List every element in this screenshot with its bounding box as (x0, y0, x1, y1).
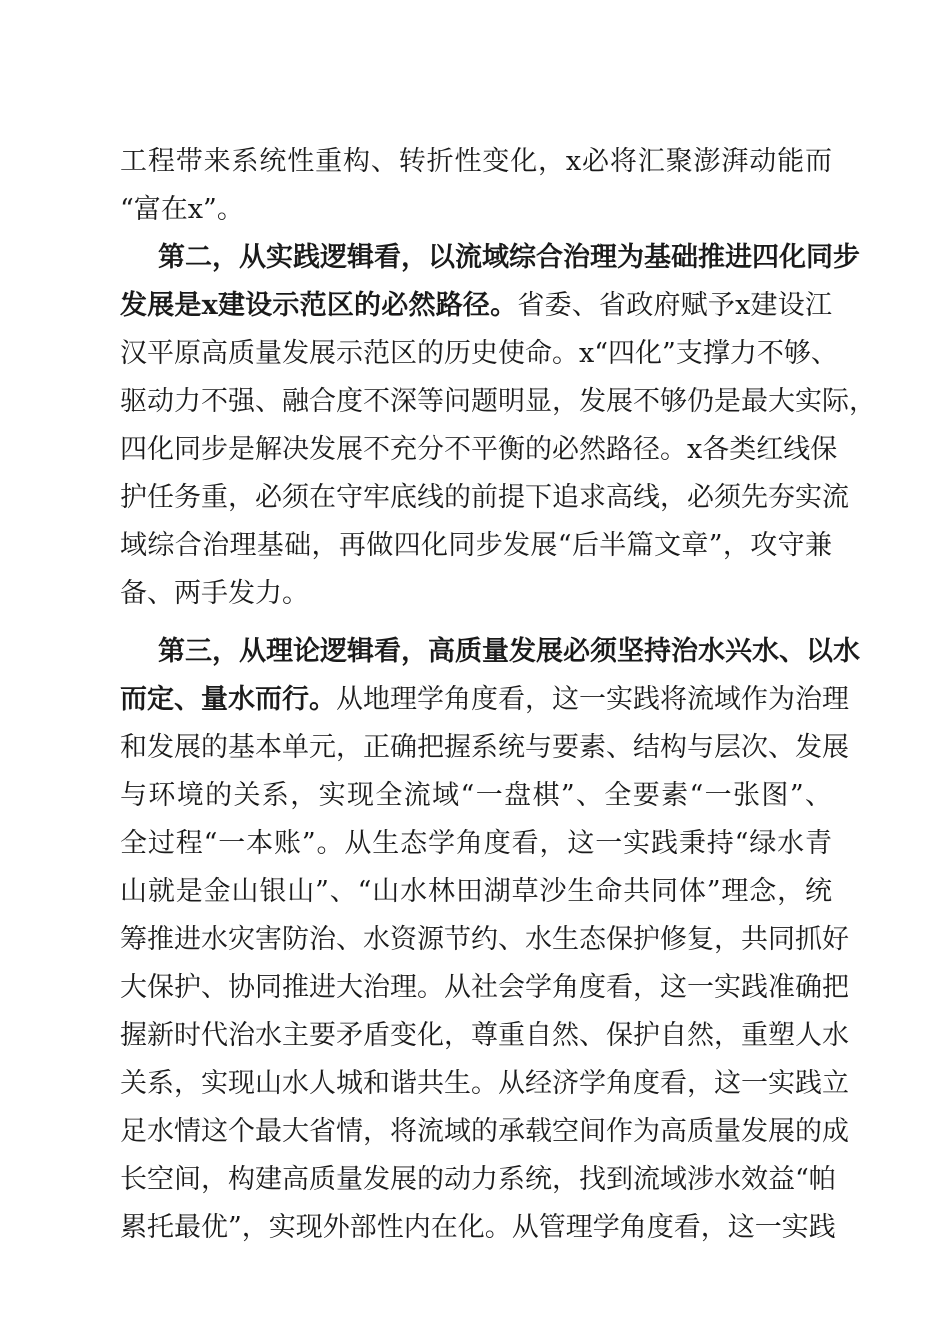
text-line-19: 握新时代治水主要矛盾变化，尊重自然、保护自然，重塑人水 (120, 1020, 849, 1051)
text-line-8: 护任务重，必须在守牢底线的前提下追求高线，必须先夯实流 (120, 482, 849, 513)
text-line-13: 和发展的基本单元，正确把握系统与要素、结构与层次、发展 (120, 732, 849, 763)
text-line-16: 山就是金山银山”、“山水林田湖草沙生命共同体”理念，统 (120, 876, 832, 907)
text-line-7: 四化同步是解决发展不充分不平衡的必然路径。x各类红线保 (120, 434, 838, 465)
text-line-18: 大保护、协同推进大治理。从社会学角度看，这一实践准确把 (120, 972, 849, 1003)
section-heading-second: 第二，从实践逻辑看，以流域综合治理为基础推进四化同步 (158, 242, 860, 273)
text-line-2: “富在x”。 (120, 194, 244, 225)
text-line-14: 与环境的关系，实现全流域“一盘棋”、全要素“一张图”、 (120, 780, 832, 811)
text-line-22: 长空间，构建高质量发展的动力系统，找到流域涉水效益“帕 (120, 1164, 836, 1195)
text-line-4: 发展是x建设示范区的必然路径。省委、省政府赋予x建设江 (120, 290, 832, 321)
text-line-10: 备、两手发力。 (120, 578, 309, 609)
text-line-15: 全过程“一本账”。从生态学角度看，这一实践秉持“绿水青 (120, 828, 832, 859)
text-line-6: 驱动力不强、融合度不深等问题明显，发展不够仍是最大实际， (120, 386, 876, 417)
text-line-17: 筹推进水灾害防治、水资源节约、水生态保护修复，共同抓好 (120, 924, 849, 955)
section-heading-third: 第三，从理论逻辑看，高质量发展必须坚持治水兴水、以水 (158, 636, 860, 667)
text-line-5: 汉平原高质量发展示范区的历史使命。x“四化”支撑力不够、 (120, 338, 838, 369)
text-line-23: 累托最优”，实现外部性内在化。从管理学角度看，这一实践 (120, 1212, 836, 1243)
text-line-9: 域综合治理基础，再做四化同步发展“后半篇文章”，攻守兼 (120, 530, 832, 561)
text-line-12: 而定、量水而行。从地理学角度看，这一实践将流域作为治理 (120, 684, 849, 715)
text-line-1: 工程带来系统性重构、转折性变化，x必将汇聚澎湃动能而 (120, 146, 832, 177)
text-line-20: 关系，实现山水人城和谐共生。从经济学角度看，这一实践立 (120, 1068, 849, 1099)
text-line-21: 足水情这个最大省情，将流域的承载空间作为高质量发展的成 (120, 1116, 849, 1147)
